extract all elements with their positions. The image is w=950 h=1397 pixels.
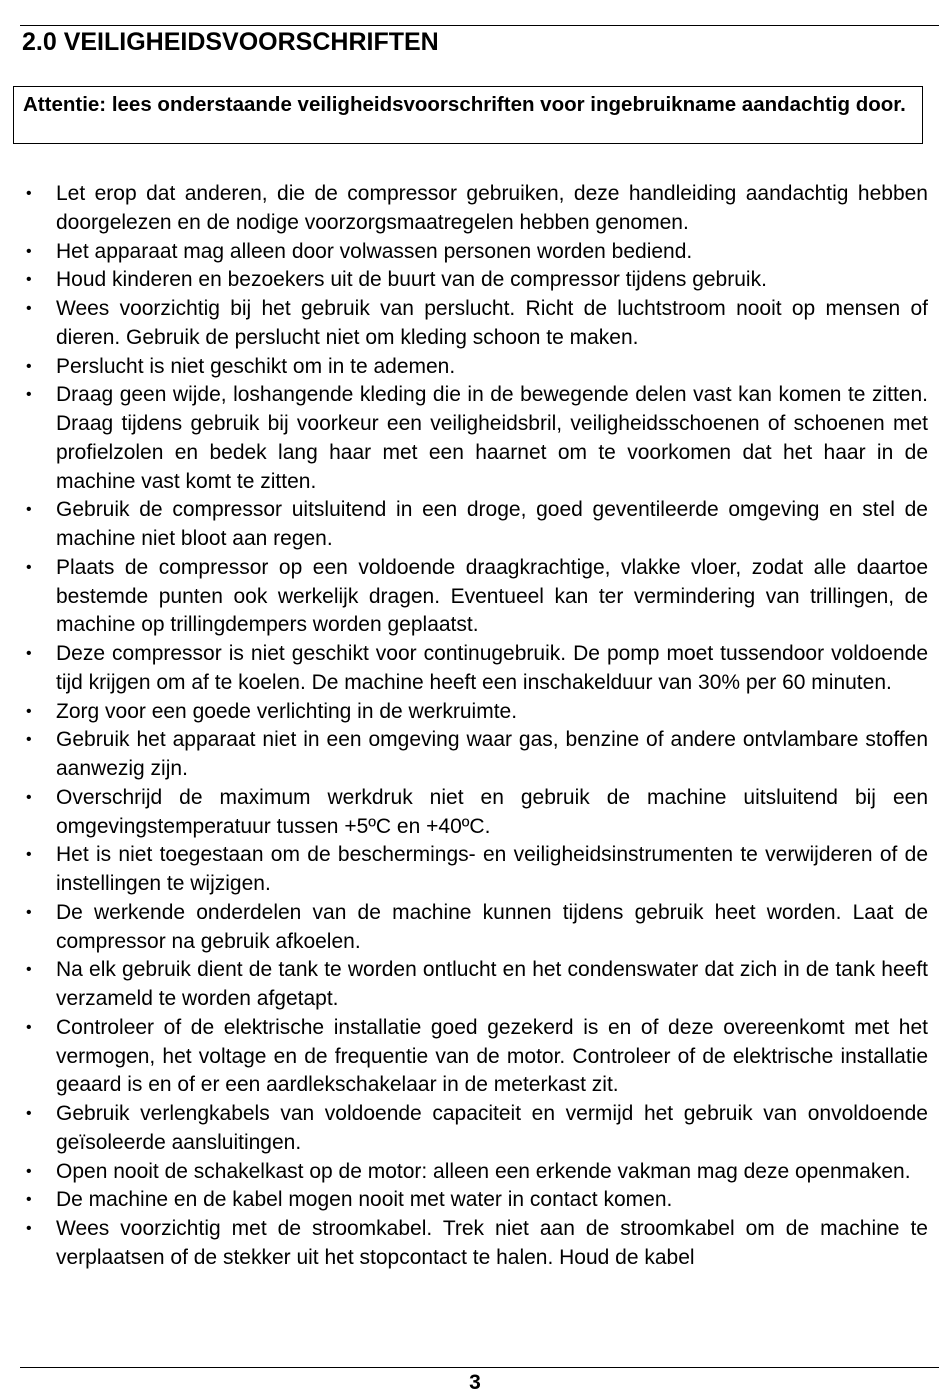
rule-text: De werkende onderdelen van de machine kunnen tijdens gebruik heet worden. Laat de compressor na gebruik afkoelen. bbox=[56, 900, 928, 953]
rule-text: Overschrijd de maximum werkdruk niet en gebruik de machine uitsluitend bij een omgevingstemperatuur tussen +5ºC en +40ºC. bbox=[56, 785, 928, 838]
list-item bbox=[0, 1014, 928, 1100]
bullet-icon: • bbox=[26, 1220, 32, 1237]
list-item bbox=[0, 698, 928, 727]
rule-text: Gebruik verlengkabels van voldoende capaciteit en vermijd het gebruik van onvoldoende geïsoleerde aansluitingen. bbox=[56, 1102, 928, 1154]
rule-text: Open nooit de schakelkast op de motor: alleen een erkende vakman mag deze openmaken. bbox=[56, 1159, 911, 1183]
bullet-icon: • bbox=[26, 846, 32, 864]
rule-text: Houd kinderen en bezoekers uit de buurt van de compressor tijdens gebruik. bbox=[56, 268, 767, 292]
bullet-icon: • bbox=[26, 386, 32, 404]
rule-text: Na elk gebruik dient de tank te worden ontlucht en het condenswater dat zich in de tank heeft verzameld te worden afgetapt. bbox=[56, 958, 928, 1010]
rule-text: Draag geen wijde, loshangende kleding die in de bewegende delen vast kan komen te zitten. Draag tijdens gebruik bij voorkeur een veiligheidsbril, veiligheidsschoenen of schoenen met profielzolen en bedek lang haar met een haarnet om te voorkomen dat het haar in de machine vast komt te zitten. bbox=[56, 383, 928, 493]
bullet-icon: • bbox=[26, 903, 32, 921]
list-item bbox=[0, 180, 928, 238]
list-item bbox=[0, 238, 928, 267]
rule-text: Gebruik het apparaat niet in een omgeving waar gas, benzine of andere ontvlambare stoffen aanwezig zijn. bbox=[56, 728, 928, 780]
bullet-icon: • bbox=[26, 1105, 32, 1122]
bullet-icon: • bbox=[26, 1191, 32, 1209]
top-divider bbox=[20, 25, 939, 26]
list-item bbox=[0, 1158, 928, 1187]
rule-text: Controleer of de elektrische installatie goed gezekerd is en of deze overeenkomt met het vermogen, het voltage en de frequentie van de motor. Controleer of de elektrische installatie geaard is en of er een aardlekschakelaar in de meterkast zit. bbox=[56, 1015, 928, 1097]
list-item bbox=[0, 640, 928, 698]
bullet-icon: • bbox=[26, 271, 32, 289]
safety-rules-list bbox=[0, 180, 928, 1273]
attention-box: Attentie: lees onderstaande veiligheidsvoorschriften voor ingebruikname aandachtig door. bbox=[13, 86, 923, 144]
list-item bbox=[0, 784, 928, 842]
list-item bbox=[0, 1186, 928, 1215]
list-item bbox=[0, 266, 928, 295]
bullet-icon: • bbox=[26, 357, 32, 375]
list-item bbox=[0, 381, 928, 496]
page-number: 3 bbox=[469, 1371, 481, 1394]
bottom-divider bbox=[20, 1367, 939, 1368]
list-item bbox=[0, 899, 928, 957]
list-item bbox=[0, 956, 928, 1014]
rule-text: De machine en de kabel mogen nooit met water in contact komen. bbox=[56, 1188, 673, 1212]
rule-text: Het is niet toegestaan om de beschermings- en veiligheidsinstrumenten te verwijderen of de instellingen te wijzigen. bbox=[56, 843, 928, 895]
rule-text: Wees voorzichtig bij het gebruik van perslucht. Richt de luchtstroom nooit op mensen of dieren. Gebruik de perslucht niet om kleding schoon te maken. bbox=[56, 297, 928, 349]
rule-text: Perslucht is niet geschikt om in te ademen. bbox=[56, 354, 456, 378]
bullet-icon: • bbox=[26, 300, 32, 317]
list-item bbox=[0, 353, 928, 382]
list-item bbox=[0, 841, 928, 899]
rule-text: Plaats de compressor op een voldoende draagkrachtige, vlakke vloer, zodat alle daartoe bestemde punten ook werkelijk dragen. Eventueel kan ter vermindering van trillingen, de machine op trillingdempers worden geplaatst. bbox=[56, 555, 928, 637]
rule-text: Deze compressor is niet geschikt voor continugebruik. De pomp moet tussendoor voldoende tijd krijgen om af te koelen. De machine heeft een inschakelduur van 30% per 60 minuten. bbox=[56, 642, 928, 694]
rule-text: Wees voorzichtig met de stroomkabel. Trek niet aan de stroomkabel om de machine te verplaatsen of de stekker uit het stopcontact te halen. Houd de kabel bbox=[56, 1217, 928, 1269]
bullet-icon: • bbox=[26, 1162, 32, 1180]
bullet-icon: • bbox=[26, 501, 32, 519]
bullet-icon: • bbox=[26, 702, 32, 720]
list-item bbox=[0, 496, 928, 554]
rule-text: Let erop dat anderen, die de compressor gebruiken, deze handleiding aandachtig hebben doorgelezen en de nodige voorzorgsmaatregelen hebben genomen. bbox=[56, 182, 928, 234]
bullet-icon: • bbox=[26, 558, 32, 576]
rule-text: Gebruik de compressor uitsluitend in een droge, goed geventileerde omgeving en stel de machine niet bloot aan regen. bbox=[56, 498, 928, 550]
bullet-icon: • bbox=[26, 645, 32, 662]
list-item bbox=[0, 726, 928, 784]
list-item bbox=[0, 1100, 928, 1158]
bullet-icon: • bbox=[26, 788, 32, 806]
bullet-icon: • bbox=[26, 961, 32, 979]
rule-text: Het apparaat mag alleen door volwassen personen worden bediend. bbox=[56, 239, 693, 263]
list-item bbox=[0, 295, 928, 353]
bullet-icon: • bbox=[26, 242, 32, 260]
section-heading: 2.0 VEILIGHEIDSVOORSCHRIFTEN bbox=[22, 28, 439, 56]
bullet-icon: • bbox=[26, 1018, 32, 1036]
bullet-icon: • bbox=[26, 731, 32, 749]
list-item bbox=[0, 1215, 928, 1273]
list-item bbox=[0, 554, 928, 640]
rule-text: Zorg voor een goede verlichting in de werkruimte. bbox=[56, 699, 518, 723]
bullet-icon: • bbox=[26, 185, 32, 202]
